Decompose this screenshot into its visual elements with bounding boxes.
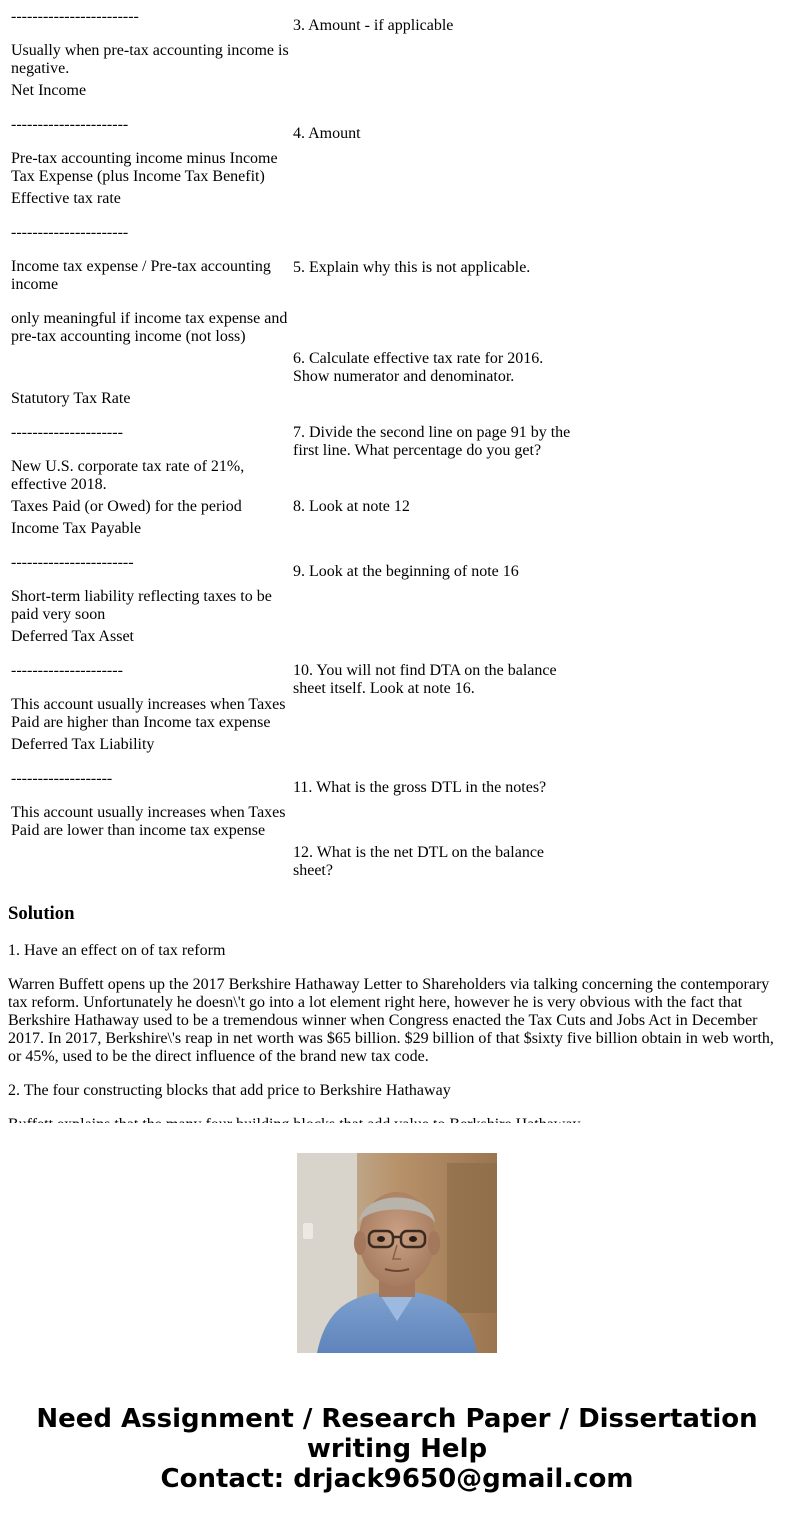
definition-text: Short-term liability reflecting taxes to be paid very soon [11, 588, 272, 623]
question-text: 9. Look at the beginning of note 16 [293, 563, 519, 580]
question-text: 7. Divide the second line on page 91 by the first line. What percentage do you get? [293, 424, 571, 459]
term-label: Deferred Tax Liability [11, 736, 155, 753]
separator: --------------------- [11, 662, 123, 679]
definition-text: Income tax expense / Pre-tax accounting income [11, 258, 271, 293]
term-label: Taxes Paid (or Owed) for the period [11, 498, 242, 515]
contact-line: Contact: drjack9650@gmail.com [160, 1464, 634, 1494]
question-text: 4. Amount [293, 125, 361, 142]
solution-point: 2. The four constructing blocks that add price to Berkshire Hathaway [8, 1082, 451, 1099]
separator: ----------------------- [11, 554, 134, 571]
question-text: 8. Look at note 12 [293, 498, 410, 515]
separator: ------------------- [11, 770, 113, 787]
separator: ---------------------- [11, 116, 129, 133]
question-text: 10. You will not find DTA on the balance sheet itself. Look at note 16. [293, 662, 557, 697]
definition-text: This account usually increases when Taxes Paid are higher than Income tax expense [11, 696, 286, 731]
term-label: Effective tax rate [11, 190, 121, 207]
definition-note: only meaningful if income tax expense and pre-tax accounting income (not loss) [11, 310, 288, 345]
definition-text: Usually when pre-tax accounting income is negative. [11, 42, 289, 77]
solution-heading: Solution [8, 903, 75, 924]
term-label: Deferred Tax Asset [11, 628, 134, 645]
term-label: Statutory Tax Rate [11, 390, 131, 407]
term-label: Income Tax Payable [11, 520, 142, 537]
cta-line: writing Help [306, 1434, 488, 1464]
cut-off-text [0, 1110, 794, 1123]
question-text: 6. Calculate effective tax rate for 2016. Show numerator and denominator. [293, 350, 544, 385]
separator: ------------------------ [11, 8, 139, 25]
separator: --------------------- [11, 424, 123, 441]
question-text: 3. Amount - if applicable [293, 17, 454, 34]
definition-text: Pre-tax accounting income minus Income Tax Expense (plus Income Tax Benefit) [11, 150, 278, 185]
solution-point: 1. Have an effect on of tax reform [8, 942, 226, 959]
question-text: 5. Explain why this is not applicable. [293, 259, 531, 276]
separator: ---------------------- [11, 224, 129, 241]
definition-text: This account usually increases when Taxes Paid are lower than income tax expense [11, 804, 286, 839]
author-photo [297, 1153, 497, 1353]
definition-text: New U.S. corporate tax rate of 21%, effective 2018. [11, 458, 245, 493]
solution-paragraph: Warren Buffett opens up the 2017 Berkshire Hathaway Letter to Shareholders via talking concerning the contemporary tax reform. Unfortunately he doesn\'t go into a lot element right here, however he is very obvious with the fact that Berkshire Hathaway used to be a tremendous winner when Congress enacted the Tax Cuts and Jobs Act in December 2017. In 2017, Berkshire\'s reap in net worth was $65 billion. $29 billion of that $sixty five billion obtain in web worth, or 45%, used to be the direct influence of the brand new tax code. [8, 976, 774, 1065]
question-text: 11. What is the gross DTL in the notes? [293, 779, 547, 796]
question-text: 12. What is the net DTL on the balance sheet? [293, 844, 545, 879]
term-label: Net Income [11, 82, 87, 99]
cta-line: Need Assignment / Research Paper / Dissertation [36, 1404, 758, 1434]
